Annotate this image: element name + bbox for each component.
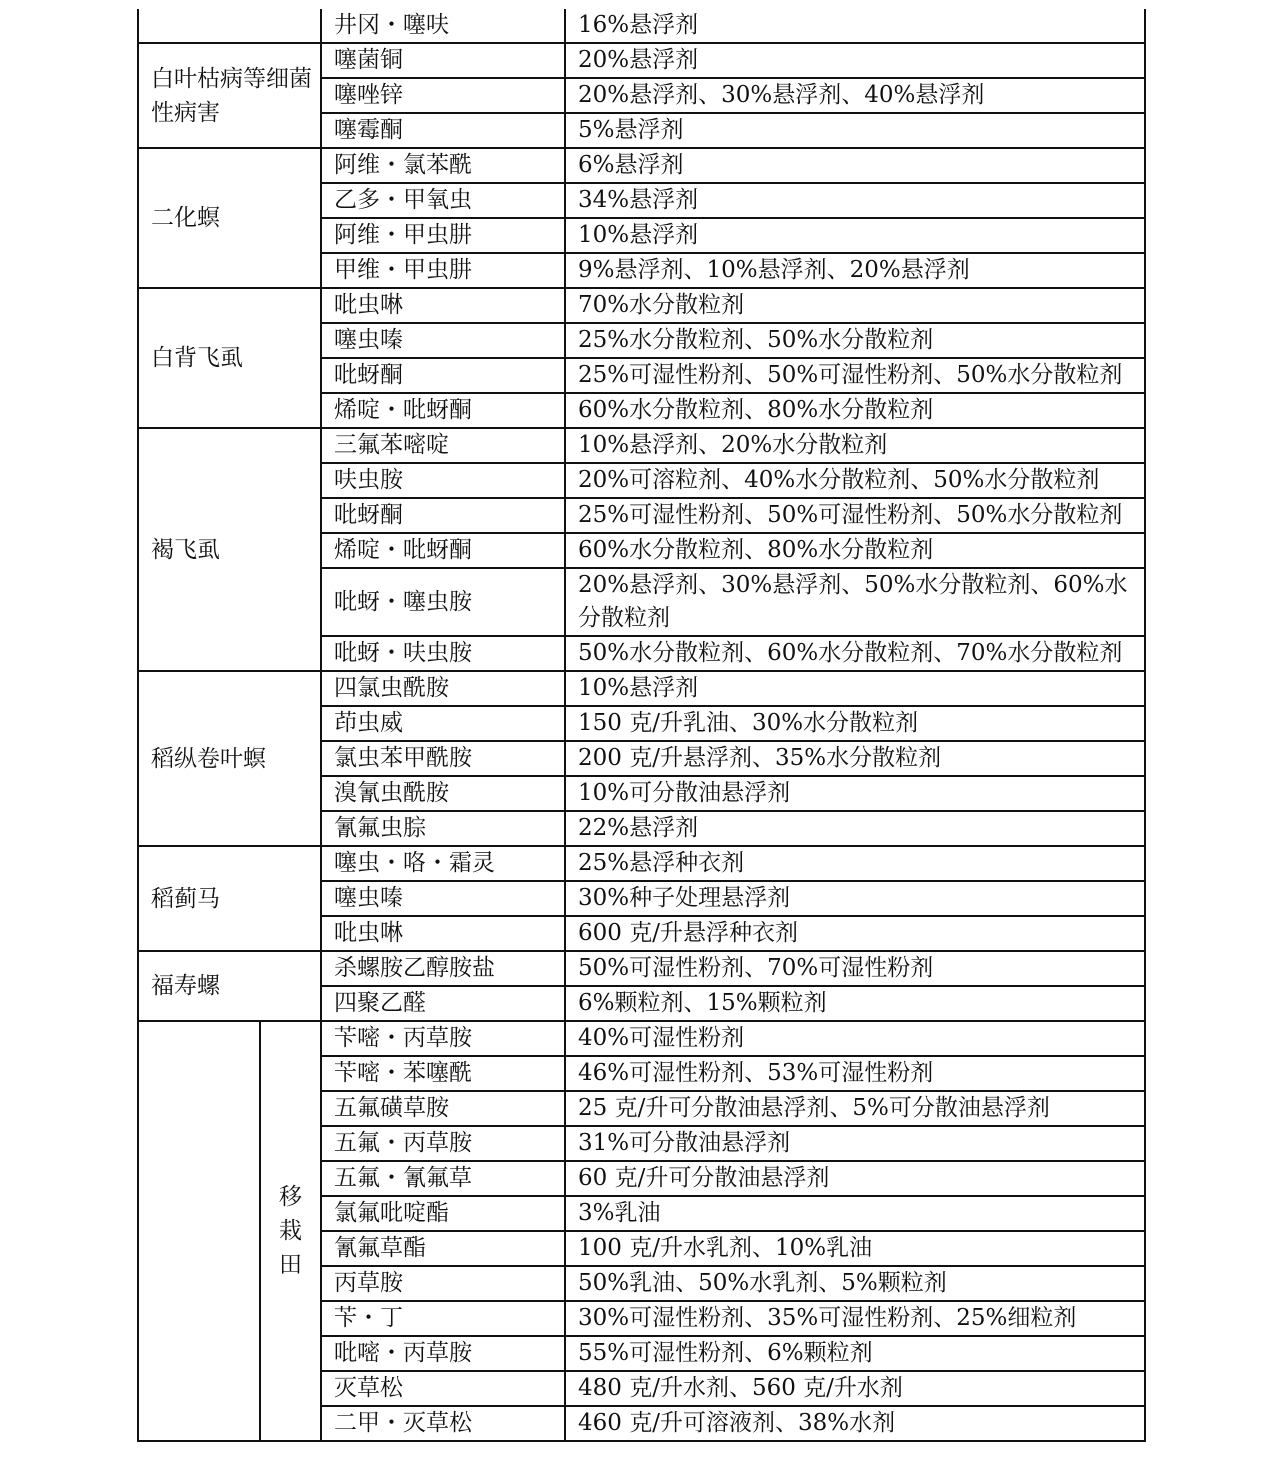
agent-cell: 氯虫苯甲酰胺 bbox=[321, 741, 565, 776]
agent-cell: 茚虫威 bbox=[321, 706, 565, 741]
agent-cell: 阿维・氯苯酰 bbox=[321, 148, 565, 183]
formulation-cell: 20%悬浮剂、30%悬浮剂、40%悬浮剂 bbox=[565, 78, 1145, 113]
agent-cell: 噻霉酮 bbox=[321, 113, 565, 148]
agent-cell: 二甲・灭草松 bbox=[321, 1406, 565, 1441]
formulation-cell: 10%悬浮剂 bbox=[565, 671, 1145, 706]
category-cell: 稻纵卷叶螟 bbox=[138, 671, 321, 846]
agent-cell: 氰氟草酯 bbox=[321, 1231, 565, 1266]
agent-cell: 丙草胺 bbox=[321, 1266, 565, 1301]
formulation-cell: 25 克/升可分散油悬浮剂、5%可分散油悬浮剂 bbox=[565, 1091, 1145, 1126]
agent-cell: 吡嘧・丙草胺 bbox=[321, 1336, 565, 1371]
agent-cell: 吡虫啉 bbox=[321, 916, 565, 951]
category-cell: 二化螟 bbox=[138, 148, 321, 288]
formulation-cell: 34%悬浮剂 bbox=[565, 183, 1145, 218]
formulation-cell: 460 克/升可溶液剂、38%水剂 bbox=[565, 1406, 1145, 1441]
formulation-cell: 20%悬浮剂、30%悬浮剂、50%水分散粒剂、60%水分散粒剂 bbox=[565, 568, 1145, 636]
agent-cell: 溴氰虫酰胺 bbox=[321, 776, 565, 811]
formulation-cell: 20%可溶粒剂、40%水分散粒剂、50%水分散粒剂 bbox=[565, 463, 1145, 498]
agent-cell: 吡虫啉 bbox=[321, 288, 565, 323]
agent-cell: 阿维・甲虫肼 bbox=[321, 218, 565, 253]
agent-cell: 噻菌铜 bbox=[321, 43, 565, 78]
agent-cell: 呋虫胺 bbox=[321, 463, 565, 498]
category-cell: 福寿螺 bbox=[138, 951, 321, 1021]
agent-cell: 苄・丁 bbox=[321, 1301, 565, 1336]
formulation-cell: 480 克/升水剂、560 克/升水剂 bbox=[565, 1371, 1145, 1406]
agent-cell: 吡蚜酮 bbox=[321, 358, 565, 393]
category-cell bbox=[138, 1021, 260, 1441]
formulation-cell: 31%可分散油悬浮剂 bbox=[565, 1126, 1145, 1161]
table-row bbox=[138, 1021, 1145, 1056]
table-row bbox=[138, 43, 1145, 78]
agent-cell: 井冈・噻呋 bbox=[321, 9, 565, 43]
pesticide-table bbox=[137, 9, 1146, 1442]
agent-cell: 五氟・丙草胺 bbox=[321, 1126, 565, 1161]
formulation-cell: 10%悬浮剂 bbox=[565, 218, 1145, 253]
table-row bbox=[138, 846, 1145, 881]
subcategory-label: 移栽田 bbox=[279, 1184, 302, 1278]
agent-cell: 甲维・甲虫肼 bbox=[321, 253, 565, 288]
formulation-cell: 22%悬浮剂 bbox=[565, 811, 1145, 846]
formulation-cell: 30%种子处理悬浮剂 bbox=[565, 881, 1145, 916]
category-cell: 白背飞虱 bbox=[138, 288, 321, 428]
formulation-cell: 16%悬浮剂 bbox=[565, 9, 1145, 43]
table-row bbox=[138, 148, 1145, 183]
formulation-cell: 50%乳油、50%水乳剂、5%颗粒剂 bbox=[565, 1266, 1145, 1301]
agent-cell: 吡蚜酮 bbox=[321, 498, 565, 533]
category-cell: 稻蓟马 bbox=[138, 846, 321, 951]
agent-cell: 五氟・氰氟草 bbox=[321, 1161, 565, 1196]
formulation-cell: 46%可湿性粉剂、53%可湿性粉剂 bbox=[565, 1056, 1145, 1091]
formulation-cell: 55%可湿性粉剂、6%颗粒剂 bbox=[565, 1336, 1145, 1371]
formulation-cell: 40%可湿性粉剂 bbox=[565, 1021, 1145, 1056]
formulation-cell: 20%悬浮剂 bbox=[565, 43, 1145, 78]
agent-cell: 氰氟虫腙 bbox=[321, 811, 565, 846]
agent-cell: 四氯虫酰胺 bbox=[321, 671, 565, 706]
agent-cell: 吡蚜・噻虫胺 bbox=[321, 568, 565, 636]
formulation-cell: 50%可湿性粉剂、70%可湿性粉剂 bbox=[565, 951, 1145, 986]
table-row bbox=[138, 428, 1145, 463]
category-cell: 白叶枯病等细菌性病害 bbox=[138, 43, 321, 148]
agent-cell: 苄嘧・丙草胺 bbox=[321, 1021, 565, 1056]
agent-cell: 四聚乙醛 bbox=[321, 986, 565, 1021]
agent-cell: 噻虫嗪 bbox=[321, 323, 565, 358]
agent-cell: 烯啶・吡蚜酮 bbox=[321, 393, 565, 428]
agent-cell: 噻虫・咯・霜灵 bbox=[321, 846, 565, 881]
formulation-cell: 3%乳油 bbox=[565, 1196, 1145, 1231]
formulation-cell: 100 克/升水乳剂、10%乳油 bbox=[565, 1231, 1145, 1266]
formulation-cell: 25%水分散粒剂、50%水分散粒剂 bbox=[565, 323, 1145, 358]
agent-cell: 三氟苯嘧啶 bbox=[321, 428, 565, 463]
formulation-cell: 10%悬浮剂、20%水分散粒剂 bbox=[565, 428, 1145, 463]
formulation-cell: 30%可湿性粉剂、35%可湿性粉剂、25%细粒剂 bbox=[565, 1301, 1145, 1336]
formulation-cell: 25%可湿性粉剂、50%可湿性粉剂、50%水分散粒剂 bbox=[565, 498, 1145, 533]
agent-cell: 噻唑锌 bbox=[321, 78, 565, 113]
formulation-cell: 10%可分散油悬浮剂 bbox=[565, 776, 1145, 811]
formulation-cell: 200 克/升悬浮剂、35%水分散粒剂 bbox=[565, 741, 1145, 776]
formulation-cell: 50%水分散粒剂、60%水分散粒剂、70%水分散粒剂 bbox=[565, 636, 1145, 671]
formulation-cell: 60%水分散粒剂、80%水分散粒剂 bbox=[565, 533, 1145, 568]
agent-cell: 吡蚜・呋虫胺 bbox=[321, 636, 565, 671]
table-row bbox=[138, 671, 1145, 706]
agent-cell: 乙多・甲氧虫 bbox=[321, 183, 565, 218]
table-row bbox=[138, 951, 1145, 986]
formulation-cell: 600 克/升悬浮种衣剂 bbox=[565, 916, 1145, 951]
formulation-cell: 60%水分散粒剂、80%水分散粒剂 bbox=[565, 393, 1145, 428]
formulation-cell: 150 克/升乳油、30%水分散粒剂 bbox=[565, 706, 1145, 741]
category-cell bbox=[138, 9, 321, 43]
subcategory-cell bbox=[260, 1021, 321, 1441]
agent-cell: 五氟磺草胺 bbox=[321, 1091, 565, 1126]
agent-cell: 氯氟吡啶酯 bbox=[321, 1196, 565, 1231]
formulation-cell: 5%悬浮剂 bbox=[565, 113, 1145, 148]
agent-cell: 噻虫嗪 bbox=[321, 881, 565, 916]
agent-cell: 杀螺胺乙醇胺盐 bbox=[321, 951, 565, 986]
table-row bbox=[138, 288, 1145, 323]
agent-cell: 烯啶・吡蚜酮 bbox=[321, 533, 565, 568]
table-row bbox=[138, 9, 1145, 43]
formulation-cell: 70%水分散粒剂 bbox=[565, 288, 1145, 323]
agent-cell: 灭草松 bbox=[321, 1371, 565, 1406]
category-cell: 褐飞虱 bbox=[138, 428, 321, 671]
formulation-cell: 9%悬浮剂、10%悬浮剂、20%悬浮剂 bbox=[565, 253, 1145, 288]
formulation-cell: 6%悬浮剂 bbox=[565, 148, 1145, 183]
formulation-cell: 6%颗粒剂、15%颗粒剂 bbox=[565, 986, 1145, 1021]
formulation-cell: 25%可湿性粉剂、50%可湿性粉剂、50%水分散粒剂 bbox=[565, 358, 1145, 393]
formulation-cell: 60 克/升可分散油悬浮剂 bbox=[565, 1161, 1145, 1196]
formulation-cell: 25%悬浮种衣剂 bbox=[565, 846, 1145, 881]
agent-cell: 苄嘧・苯噻酰 bbox=[321, 1056, 565, 1091]
